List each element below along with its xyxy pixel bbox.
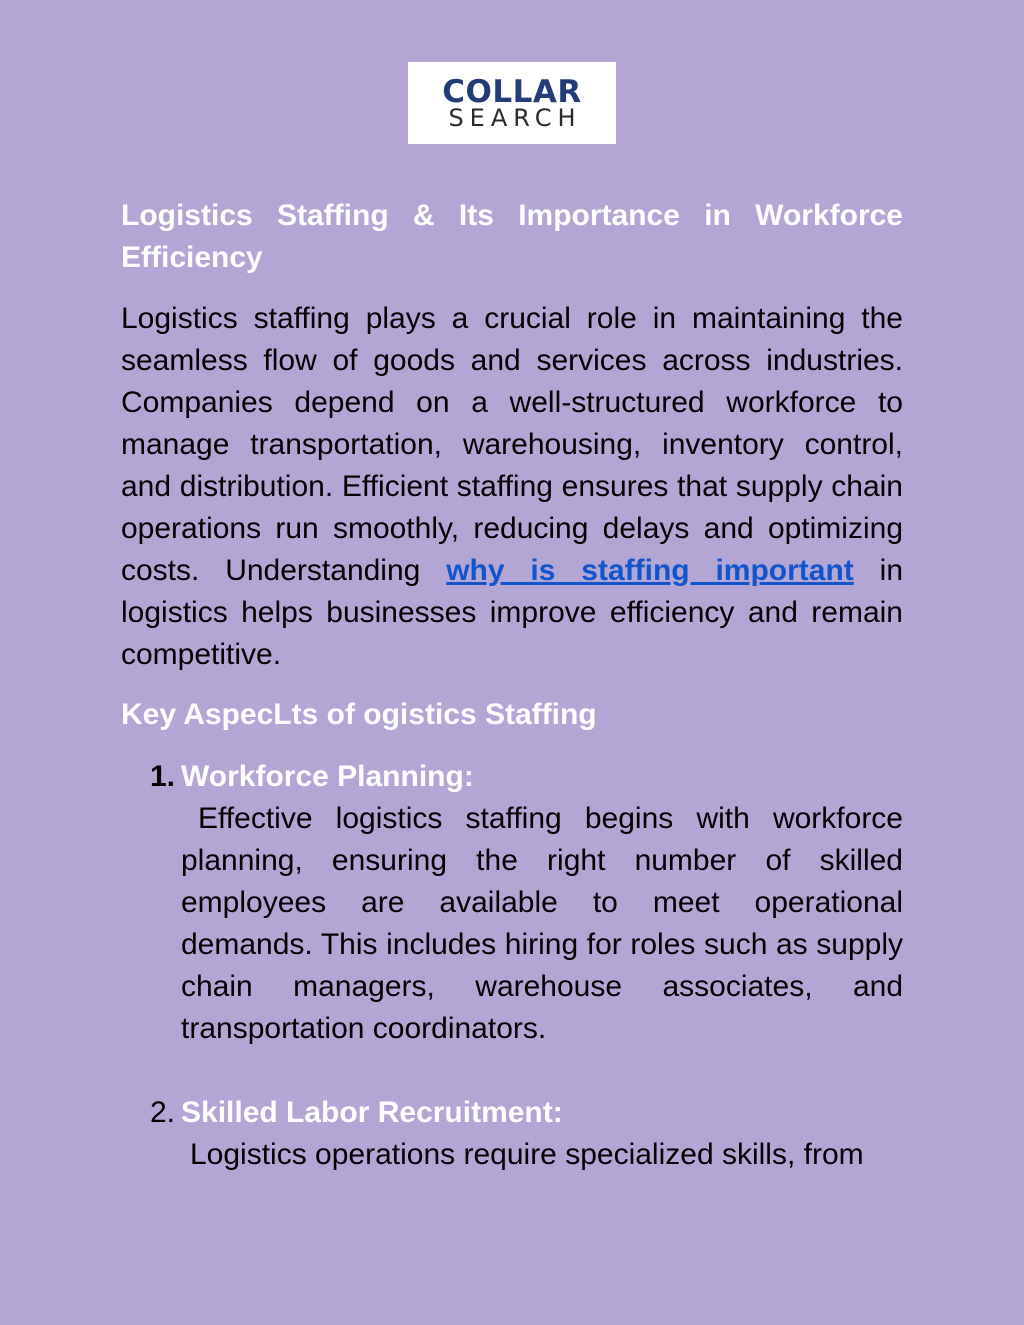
- list-item-body: Effective logistics staffing begins with workforce planning, ensuring the right number of skilled employees are available to meet operational demands. This includes hiring for roles such as supply chain managers, warehouse associates, and transportation coordinators.: [181, 802, 903, 1045]
- article-content: [121, 195, 903, 1176]
- staffing-importance-link[interactable]: why is staffing important: [446, 554, 854, 587]
- intro-text-before-link: Logistics staffing plays a crucial role in maintaining the seamless flow of goods and services across industries. Companies depend on a well-structured workforce to manage transportation, warehousing, inventory control, and distribution. Efficient staffing ensures that supply chain operations run smoothly, reducing delays and optimizing costs. Understanding: [121, 302, 903, 587]
- logo-wordmark-top: COLLAR: [442, 74, 582, 110]
- logo-wordmark-bottom: SEARCH: [448, 104, 582, 132]
- company-logo: [408, 62, 616, 144]
- list-item-title: Workforce Planning:: [181, 760, 474, 793]
- list-item-body: Logistics operations require specialized skills, from: [190, 1138, 864, 1171]
- list-item: [121, 1092, 903, 1176]
- list-item: [121, 756, 903, 1050]
- page-title: Logistics Staffing & Its Importance in Workforce Efficiency: [121, 199, 903, 274]
- aspects-list: [121, 756, 903, 1176]
- intro-text-after-link: in logistics helps businesses improve efficiency and remain competitive.: [121, 554, 904, 671]
- list-number: 2.: [150, 1096, 176, 1129]
- list-item-title: Skilled Labor Recruitment:: [181, 1096, 563, 1129]
- intro-paragraph: [121, 298, 903, 676]
- section-heading: Key AspecLts of ogistics Staffing: [121, 698, 597, 731]
- list-number: 1.: [150, 760, 176, 793]
